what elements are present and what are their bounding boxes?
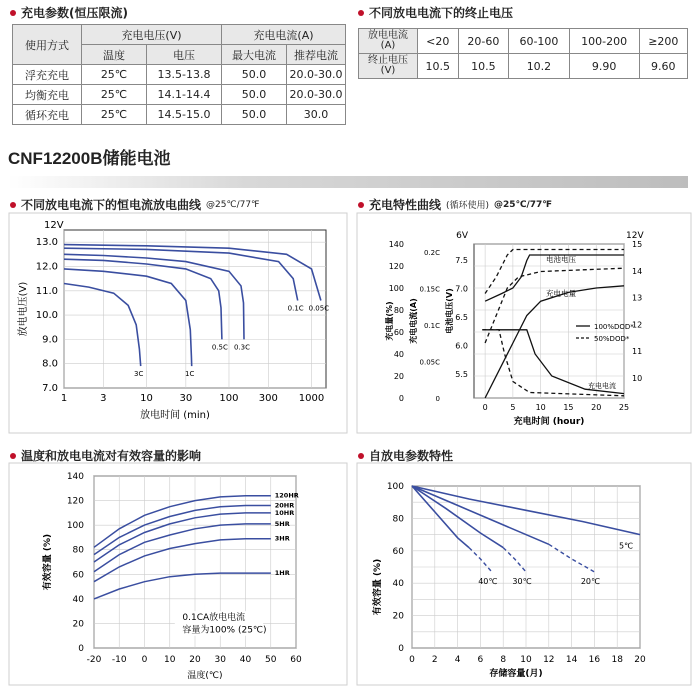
x-tick-label: 2	[431, 655, 438, 665]
y-tick-label: 20	[392, 611, 404, 622]
series-label: 40℃	[478, 576, 498, 586]
v12-tick-label: 13	[632, 293, 643, 303]
cell: 14.1-14.4	[147, 85, 222, 105]
cell: 50.0	[222, 105, 287, 125]
series-label: 5℃	[618, 541, 634, 551]
x-tick-label: 100	[219, 393, 239, 404]
x-tick-label: 60	[290, 655, 302, 665]
y-tick-label: 9.0	[42, 334, 58, 346]
series-label: 3C	[133, 370, 144, 379]
x-tick-label: 30	[179, 393, 193, 404]
x-tick-label: -10	[111, 655, 127, 665]
current-tick-label: 0.1C	[423, 322, 440, 330]
cell: 10.2	[509, 54, 569, 79]
bullet-icon	[10, 453, 16, 459]
x-tick-label: 10	[164, 655, 176, 665]
series-label: 120HR	[274, 491, 299, 500]
x-tick-label: 16	[588, 655, 601, 665]
y-tick-label: 12.0	[35, 261, 58, 273]
cell: 20.0-30.0	[287, 85, 346, 105]
y-tick-label: 7.0	[42, 383, 58, 394]
y-axis-label-current: 充电电流(A)	[409, 298, 418, 344]
x-tick-label: 10	[520, 655, 532, 665]
x-axis-label: 存储容量(月)	[489, 669, 543, 679]
note-line2: 容量为100% (25℃)	[182, 625, 267, 636]
x-tick-label: 10	[535, 403, 546, 412]
y-axis-label: 放电电压(V)	[18, 281, 29, 337]
y-tick-label: 100	[66, 521, 84, 532]
chart4-title: 自放电参数特性	[358, 447, 453, 464]
series-label: 1C	[185, 370, 195, 379]
y-tick-label: 140	[66, 472, 84, 482]
x-tick-label: 10	[140, 393, 153, 404]
cell: 10.5	[458, 54, 509, 79]
chart1-title: 不同放电电流下的恒电流放电曲线 @25℃/77℉	[10, 196, 260, 213]
v6-tick-label: 6.5	[455, 313, 468, 322]
x-tick-label: -20	[86, 655, 102, 665]
x-tick-label: 3	[100, 393, 107, 404]
series-label: 3HR	[274, 534, 290, 543]
cell: 25℃	[82, 85, 147, 105]
x-axis-label: 温度(℃)	[187, 671, 223, 681]
x-tick-label: 12	[543, 655, 555, 665]
legend-label: 100%DOD*	[594, 323, 634, 331]
pct-tick-label: 80	[393, 306, 404, 315]
v6-tick-label: 7.5	[455, 256, 468, 265]
x-tick-label: 0	[141, 655, 148, 665]
header-voltage: 电压	[147, 45, 222, 65]
x-tick-label: 50	[265, 655, 277, 665]
y-axis-label-voltage: 电池电压(V)	[445, 288, 454, 334]
annotation-current: 充电电流	[588, 382, 616, 390]
section-title-charge-params: 充电参数(恒压限流)	[10, 4, 128, 21]
cell: 9.90	[569, 54, 639, 79]
v12-unit-label: 12V	[626, 231, 644, 241]
x-tick-label: 18	[611, 655, 623, 665]
x-axis-label: 放电时间 (min)	[140, 410, 210, 421]
annotation-capacity: 充电电量	[546, 289, 576, 298]
header-mode: 使用方式	[13, 25, 82, 65]
x-tick-label: 1	[60, 393, 68, 404]
cell: 均衡充电	[13, 85, 82, 105]
y-tick-label: 11.0	[35, 285, 58, 297]
table-row	[13, 65, 346, 85]
y-tick-label: 40	[72, 594, 84, 605]
x-tick-label: 30	[214, 655, 226, 665]
pct-tick-label: 40	[393, 350, 404, 359]
cell: <20	[418, 29, 459, 54]
v12-tick-label: 14	[632, 266, 643, 276]
v6-tick-label: 7.0	[455, 284, 468, 294]
header-rec-current: 推荐电流	[287, 45, 346, 65]
self-discharge-chart	[356, 462, 692, 686]
y-tick-label: 60	[72, 570, 84, 581]
y-tick-label: 80	[72, 545, 84, 556]
cell: 25℃	[82, 65, 147, 85]
series-label: 30℃	[512, 576, 532, 586]
v6-tick-label: 5.5	[455, 370, 468, 379]
series-label: 0.5C	[211, 343, 228, 352]
product-title: CNF12200B储能电池	[8, 149, 171, 168]
charge-curve-chart	[356, 212, 692, 434]
series-label: 20℃	[580, 576, 600, 586]
current-tick-label: 0.2C	[423, 249, 440, 257]
cell: 50.0	[222, 85, 287, 105]
cell: 100-200	[569, 29, 639, 54]
bullet-icon	[10, 10, 16, 16]
series-label: 20HR	[274, 501, 295, 510]
capacity-temp-chart	[8, 462, 348, 686]
cell: 20-60	[458, 29, 509, 54]
y-tick-label: 120	[66, 496, 84, 507]
cutoff-voltage-table	[358, 28, 688, 79]
cell: 13.5-13.8	[147, 65, 222, 85]
legend-label: 50%DOD*	[594, 335, 630, 343]
x-tick-label: 0	[482, 403, 488, 412]
table-row	[13, 105, 346, 125]
y-axis-label-pct: 充电量(%)	[385, 301, 394, 341]
charge-params-table	[12, 24, 346, 125]
bullet-icon	[358, 10, 364, 16]
x-tick-label: 20	[591, 403, 602, 412]
v6-unit-label: 6V	[456, 231, 468, 241]
pct-tick-label: 60	[393, 328, 404, 337]
table-row	[13, 85, 346, 105]
current-tick-label: 0	[435, 395, 440, 403]
x-tick-label: 15	[563, 403, 574, 412]
pct-tick-label: 100	[388, 284, 404, 293]
v12-tick-label: 11	[632, 347, 643, 357]
x-axis-label: 充电时间 (hour)	[513, 417, 585, 427]
current-tick-label: 0.15C	[419, 285, 440, 294]
series-label: 0.05C	[308, 304, 330, 313]
x-tick-label: 14	[565, 655, 578, 665]
header-max-current: 最大电流	[222, 45, 287, 65]
x-tick-label: 1000	[298, 393, 325, 404]
y-tick-label: 13.0	[35, 237, 58, 249]
x-tick-label: 20	[189, 655, 201, 665]
pct-tick-label: 140	[388, 240, 404, 249]
x-tick-label: 5	[510, 403, 516, 412]
x-tick-label: 4	[454, 655, 461, 665]
y-axis-label: 有效容量 (%)	[373, 558, 383, 616]
row-label-voltage: 终止电压 (V)	[359, 54, 418, 79]
cell: 循环充电	[13, 105, 82, 125]
y-tick-label: 10.0	[35, 310, 58, 322]
y-tick-label: 0	[78, 644, 84, 654]
cell: 25℃	[82, 105, 147, 125]
pct-tick-label: 20	[393, 372, 404, 381]
note-line1: 0.1CA放电电流	[182, 613, 246, 624]
series-label: 0.3C	[233, 343, 250, 352]
divider-band	[8, 176, 688, 188]
pct-tick-label: 120	[388, 262, 404, 271]
y-tick-label: 60	[392, 546, 404, 557]
y-tick-label: 8.0	[42, 358, 58, 370]
y-axis-label: 有效容量 (%)	[43, 533, 53, 591]
v6-tick-label: 6.0	[455, 341, 468, 351]
cell: 14.5-15.0	[147, 105, 222, 125]
y-tick-label: 0	[398, 644, 404, 654]
bullet-icon	[358, 453, 364, 459]
v12-tick-label: 15	[632, 240, 643, 249]
y-tick-label: 40	[392, 579, 404, 590]
section-title-cutoff-voltage: 不同放电电流下的终止电压	[358, 4, 513, 21]
series-label: 1HR	[274, 569, 290, 578]
y-tick-label: 100	[386, 482, 404, 492]
cell: 10.5	[418, 54, 459, 79]
bullet-icon	[358, 202, 364, 208]
cell: 50.0	[222, 65, 287, 85]
chart3-title: 温度和放电电流对有效容量的影响	[10, 447, 201, 464]
y-unit-label: 12V	[44, 220, 64, 231]
header-temp: 温度	[82, 45, 147, 65]
x-tick-label: 40	[239, 655, 252, 665]
cell: 30.0	[287, 105, 346, 125]
cell: 9.60	[639, 54, 687, 79]
header-voltage-group: 充电电压(V)	[82, 25, 222, 45]
cell: 20.0-30.0	[287, 65, 346, 85]
annotation-voltage: 电池电压	[546, 255, 576, 264]
cell: 60-100	[509, 29, 569, 54]
current-tick-label: 0.05C	[419, 358, 440, 367]
pct-tick-label: 0	[398, 394, 404, 403]
x-tick-label: 20	[634, 655, 646, 665]
chart2-title: 充电特性曲线 (循环使用) @25℃/77℉	[358, 196, 552, 213]
x-tick-label: 300	[258, 393, 278, 404]
x-tick-label: 25	[618, 403, 630, 412]
cell: ≥200	[639, 29, 687, 54]
v12-tick-label: 12	[632, 320, 643, 330]
y-tick-label: 20	[72, 619, 84, 630]
series-label: 0.1C	[287, 304, 304, 313]
header-current-group: 充电电流(A)	[222, 25, 346, 45]
row-label-current: 放电电流 (A)	[359, 29, 418, 54]
series-label: 5HR	[274, 519, 290, 528]
x-tick-label: 8	[500, 655, 507, 665]
v12-tick-label: 10	[632, 374, 643, 383]
x-tick-label: 6	[477, 655, 484, 665]
x-tick-label: 0	[409, 655, 415, 665]
y-tick-label: 80	[392, 514, 404, 525]
bullet-icon	[10, 202, 16, 208]
cell: 浮充充电	[13, 65, 82, 85]
discharge-curve-chart	[8, 212, 348, 434]
series-label: 10HR	[274, 508, 295, 517]
